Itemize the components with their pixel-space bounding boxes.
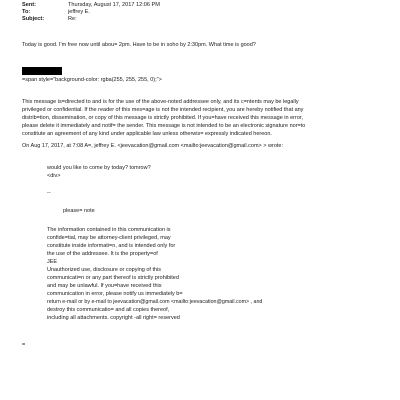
disclaimer-line: please delete it immediately and notif= the sender. This message is not intended to be an electronic signature nor=to (22, 123, 306, 129)
notice-line: including all attachments. copyright -all right= reserved (47, 315, 180, 321)
subject-value: Re: (68, 16, 77, 22)
disclaimer-line: privileged or confidential. If the reader of this mes=age is not the intended recipient, you are hereby notified that any (22, 107, 304, 113)
to-label: To: (22, 9, 31, 15)
redaction-block (22, 67, 62, 75)
notice-line: The information contained in this communication is (47, 227, 171, 233)
quoted-div-tag: <div> (47, 173, 61, 179)
disclaimer-line: constitute an agreement of any kind under applicable law unless otherwis= expressly indicated hereon. (22, 131, 272, 137)
please-note: please= note (63, 208, 95, 214)
notice-line: and may be unlawful. If you=have received this (47, 283, 162, 289)
notice-line: return e-mail or by e-mail to jeevacation@gmail.com <mailto:jeevacation@gmail.com> , and (47, 299, 263, 305)
notice-line: communication in error, please notify us immediately b= (47, 291, 183, 297)
notice-line: Unauthorized use, disclosure or copying of this (47, 267, 162, 273)
notice-line: JEE (47, 259, 58, 265)
disclaimer-line: distrib=tion, dissemination, or copy of this message is strictly prohibited. If you=have received this message in error, (22, 115, 303, 121)
span-code-line: =span style="background-color: rgba(255, 255, 255, 0);"> (22, 77, 162, 83)
notice-line: destroy this communicatio= and all copies thereof, (47, 307, 170, 313)
to-value: jeffrey E. (68, 9, 90, 15)
subject-label: Subject: (22, 16, 45, 22)
sent-value: Thursday, August 17, 2017 12:06 PM (68, 2, 160, 8)
quoted-question: would you like to come by today? tomrow? (47, 165, 151, 171)
notice-line: communicati=n or any part thereof is strictly prohibited (47, 275, 179, 281)
quoted-dash: -- (47, 190, 51, 196)
reply-line: Today is good. I'm free now until abou= 2pm. Have to be in soho by 2:30pm. What time is good? (22, 42, 256, 48)
trailing-equals: = (22, 342, 26, 348)
disclaimer-line: This message is=directed to and is for the use of the above-noted addressee only, and its c=ntents may be legally (22, 99, 299, 105)
sent-label: Sent: (22, 2, 36, 8)
notice-line: the use of the addressee. It is the property=of (47, 251, 158, 257)
notice-line: confide=tial, may be attorney-client privileged, may (47, 235, 171, 241)
wrote-line: On Aug 17, 2017, at 7:08 A=, jeffrey E. <jeevacation@gmail.com <mailto:jeevacation@gmail.com> > wrote: (22, 143, 284, 149)
notice-line: constitute inside informati=n, and is intended only for (47, 243, 176, 249)
